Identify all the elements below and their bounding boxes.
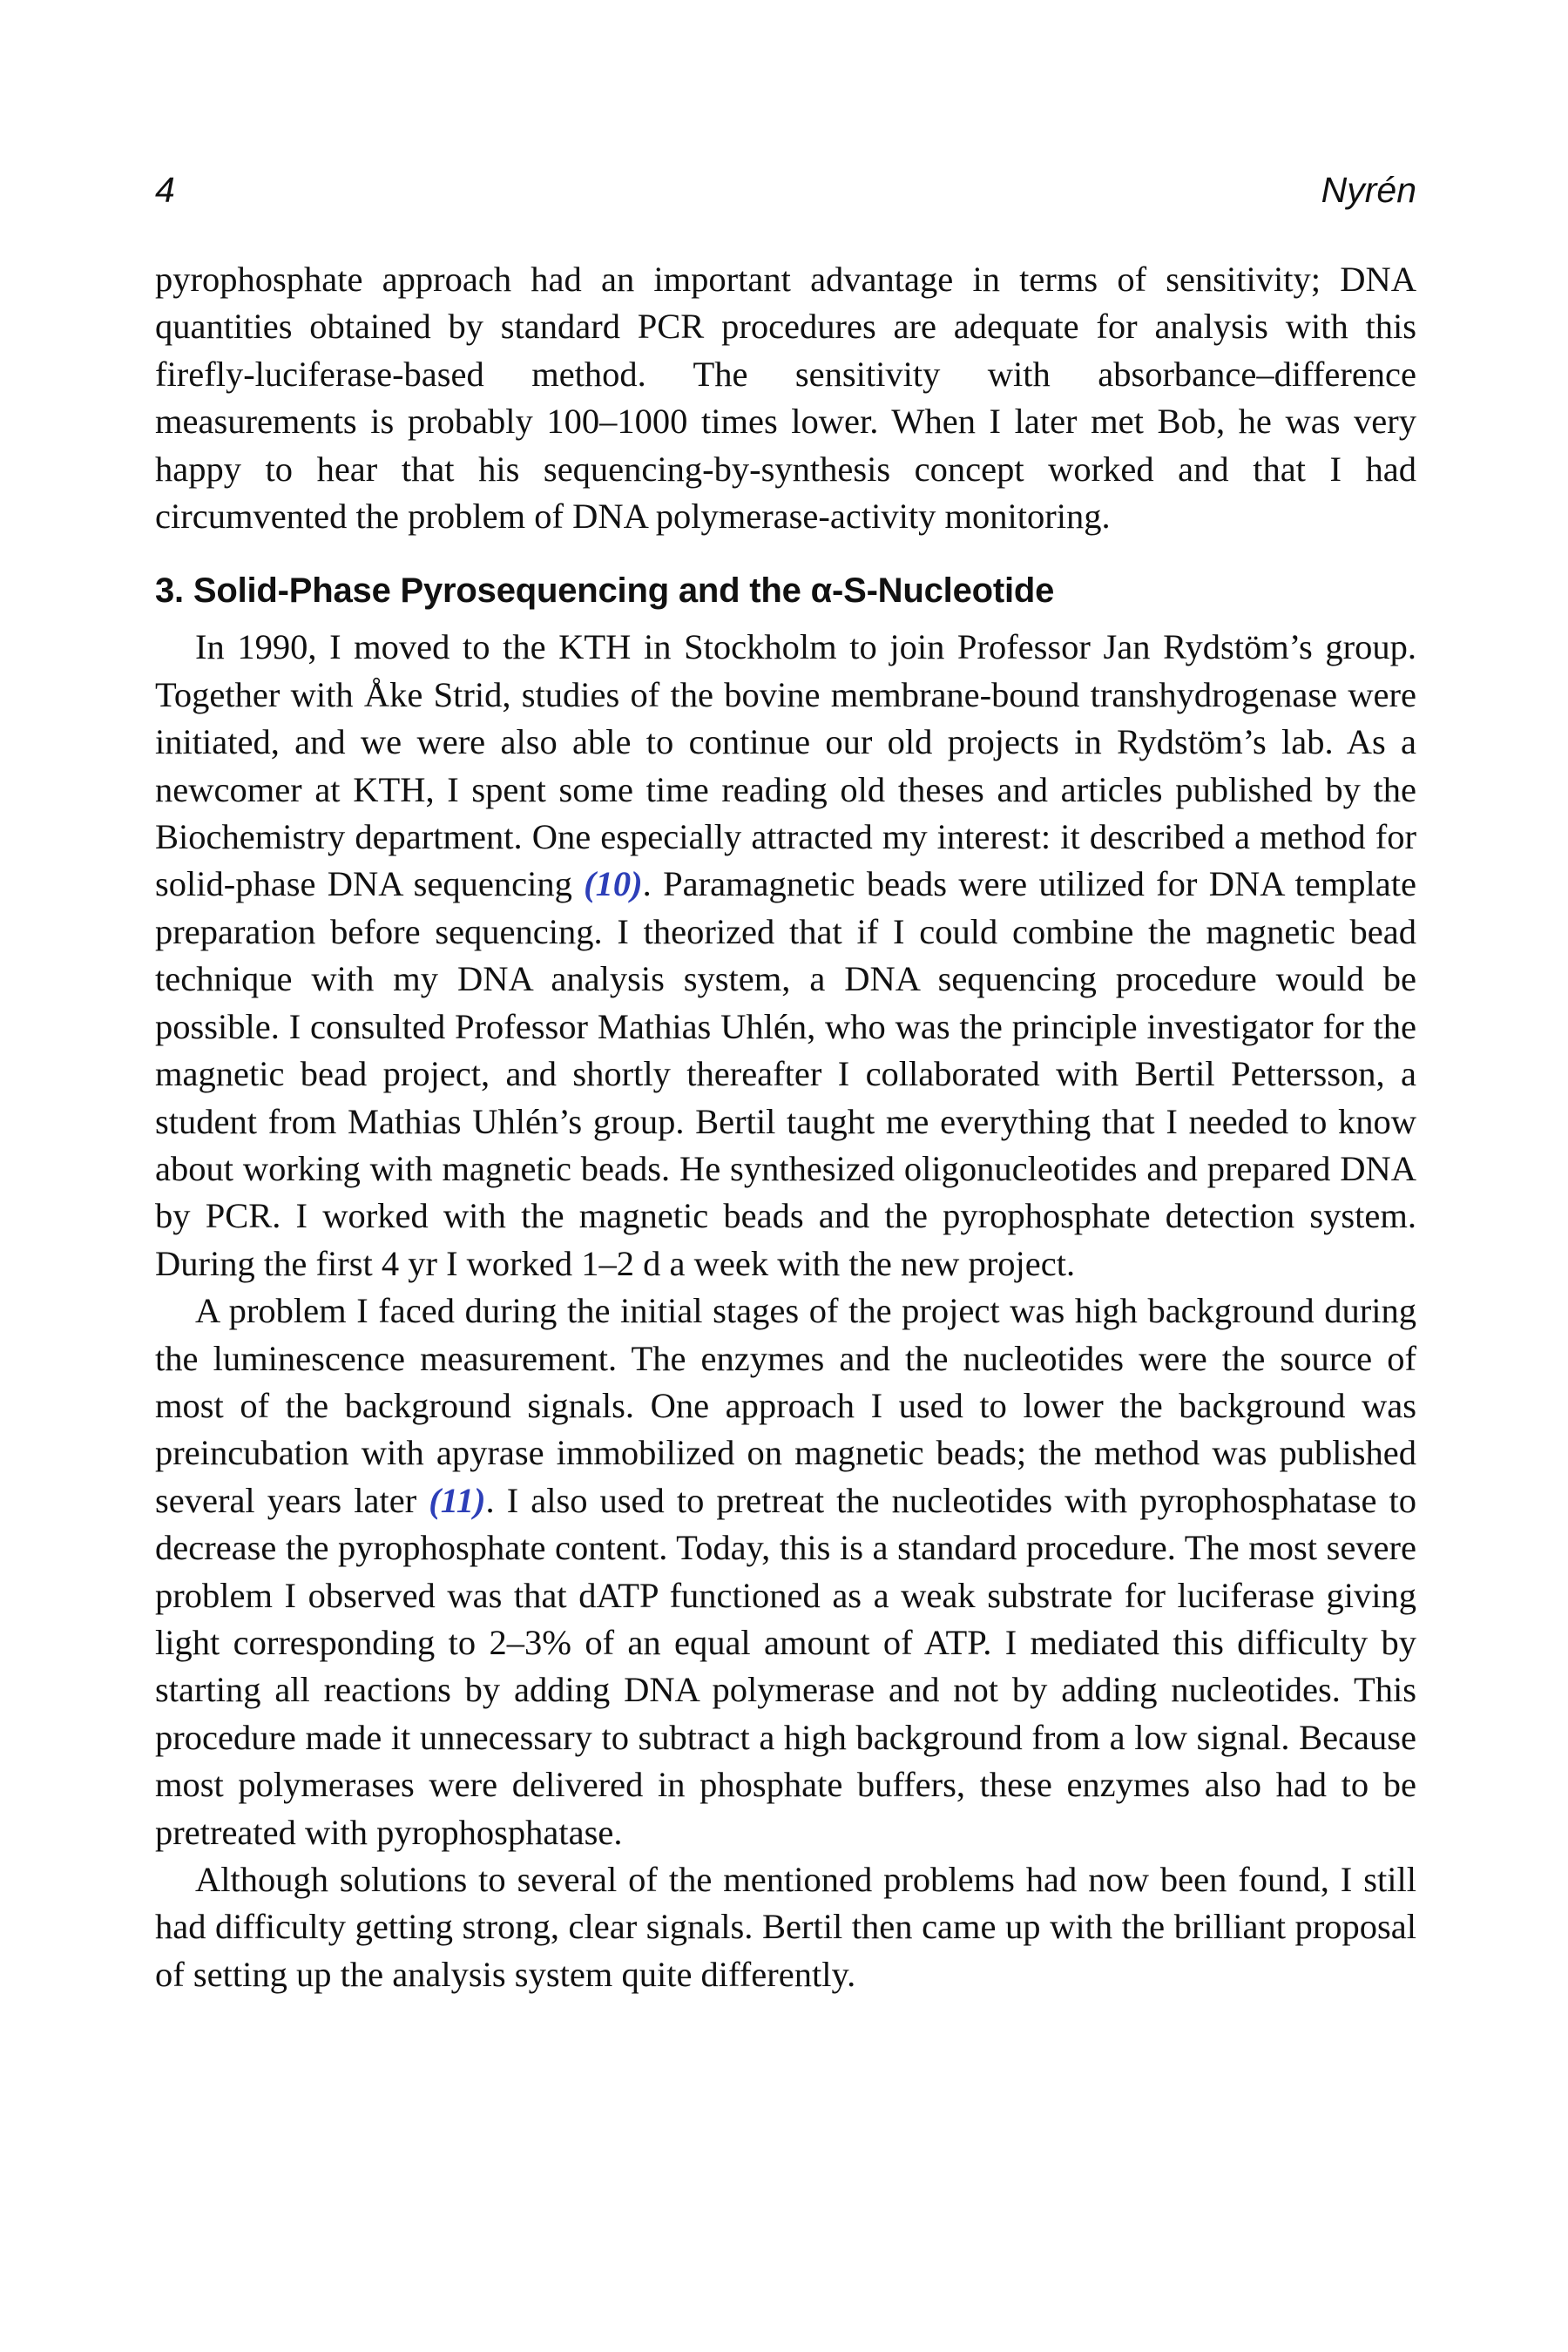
document-page — [155, 164, 1416, 1998]
paragraph-2 — [155, 1288, 1416, 1856]
paragraph-3: Although solutions to several of the mentioned problems had now been found, I still had difficulty getting strong, clear signals. Bertil then came up with the brilliant proposal of setting up the analysis system quite differently. — [155, 1860, 1416, 1994]
page-number: 4 — [155, 170, 175, 210]
paragraph-1-text-a: In 1990, I moved to the KTH in Stockholm to join Professor Jan Rydstöm’s group. Together with Åke Strid, studies of the bovine membrane-bound transhydrogenase were initiated, and we were also able to continue our old projects in Rydstöm’s lab. As a newcomer at KTH, I spent some time reading old theses and articles published by the Biochemistry department. One especially attracted my interest: it described a method for solid-phase DNA sequencing — [155, 627, 1416, 904]
paragraph-1-text-b: . Paramagnetic beads were utilized for DNA template preparation before sequencing. I theorized that if I could combine the magnetic bead technique with my DNA analysis system, a DNA sequencing procedure would be possible. I consulted Professor Mathias Uhlén, who was the principle investigator for the magnetic bead project, and shortly thereafter I collaborated with Bertil Pettersson, a student from Mathias Uhlén’s group. Bertil taught me everything that I needed to know about working with magnetic beads. He synthesized oligonucleotides and prepared DNA by PCR. I worked with the magnetic beads and the pyrophosphate detection system. During the first 4 yr I worked 1–2 d a week with the new project. — [155, 864, 1416, 1283]
paragraph-1 — [155, 624, 1416, 1288]
section-heading: 3. Solid-Phase Pyrosequencing and the α-S-Nucleotide — [155, 571, 1055, 611]
paragraph-continued: pyrophosphate approach had an important advantage in terms of sensitivity; DNA quantities obtained by standard PCR procedures are adequate for analysis with this firefly-luciferase-based method. The sensitivity with absorbance–difference measurements is probably 100–1000 times lower. When I later met Bob, he was very happy to hear that his sequencing-by-synthesis concept worked and that I had circumvented the problem of DNA polymerase-activity monitoring. — [155, 260, 1416, 537]
running-head — [155, 164, 1416, 216]
paragraph-2-text-a: A problem I faced during the initial stages of the project was high background during the luminescence measurement. The enzymes and the nucleotides were the source of most of the background signals. One approach I used to lower the background was preincubation with apyrase immobilized on magnetic beads; the method was published several years later — [155, 1291, 1416, 1520]
body-text — [155, 256, 1416, 1998]
running-head-author: Nyrén — [1321, 170, 1416, 210]
reference-link-10[interactable]: (10) — [584, 864, 643, 904]
paragraph-2-text-b: . I also used to pretreat the nucleotides with pyrophosphatase to decrease the pyrophosphate content. Today, this is a standard procedure. The most severe problem I observed was that dATP functioned as a weak substrate for luciferase giving light corresponding to 2–3% of an equal amount of ATP. I mediated this difficulty by starting all reactions by adding DNA polymerase and not by adding nucleotides. This procedure made it unnecessary to subtract a high background from a low signal. Because most polymerases were delivered in phosphate buffers, these enzymes also had to be pretreated with pyrophosphatase. — [155, 1480, 1416, 1852]
reference-link-11[interactable]: (11) — [429, 1480, 486, 1520]
